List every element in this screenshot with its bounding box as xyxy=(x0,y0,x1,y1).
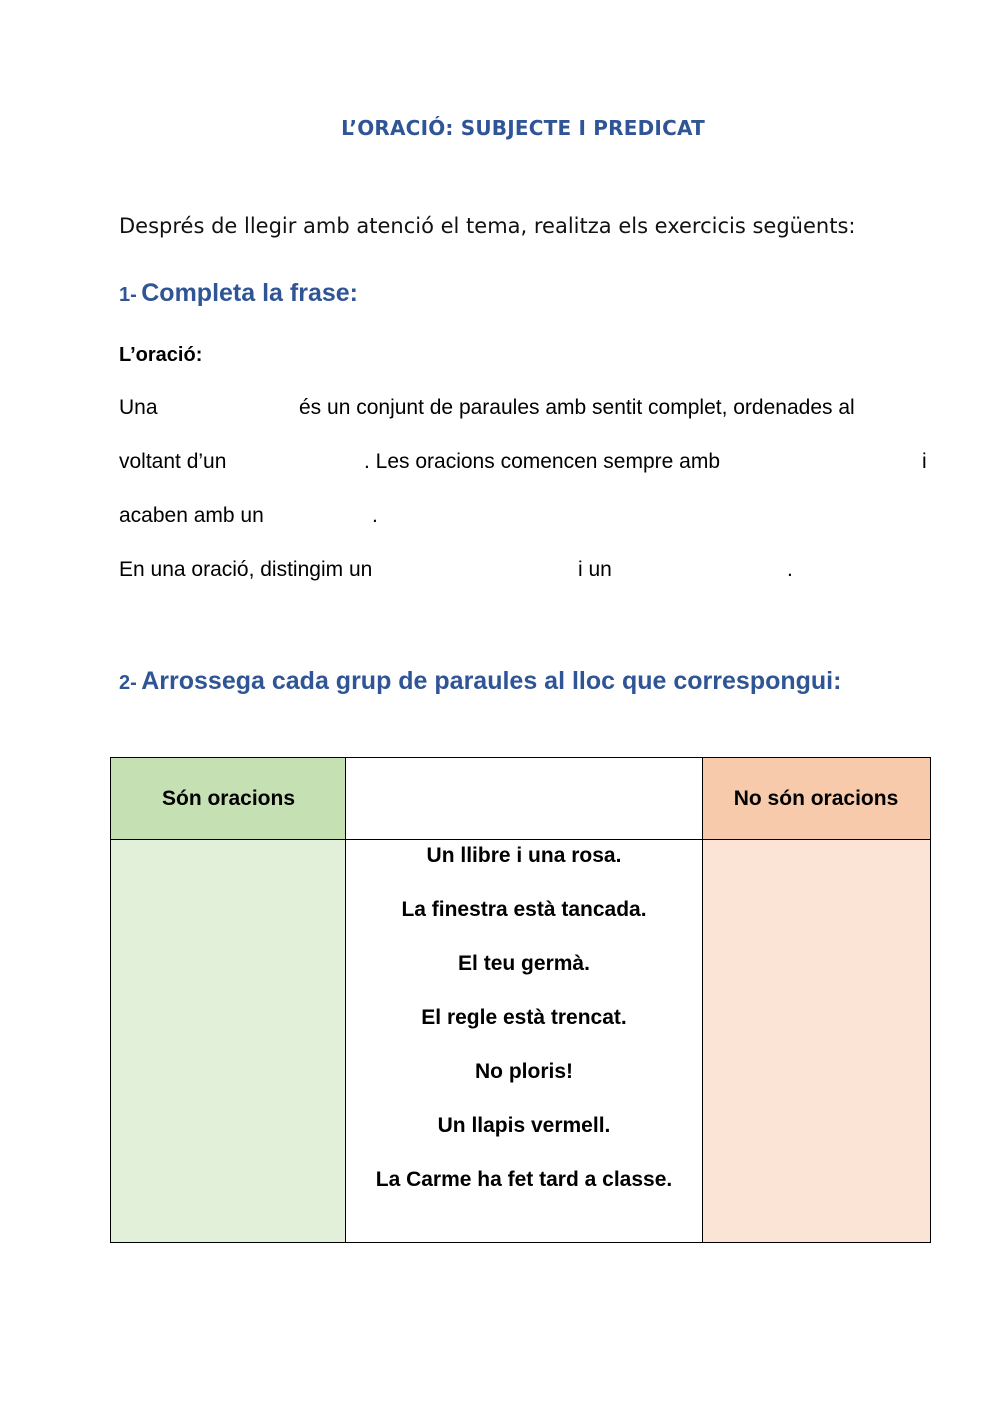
sentence-fragment: és un conjunt de paraules amb sentit complet, ordenades al xyxy=(299,396,855,419)
exercise-1-heading xyxy=(119,279,358,308)
sentence-fragment: acaben amb un xyxy=(119,504,264,527)
fill-blank-4[interactable] xyxy=(286,501,368,531)
drop-zone-non-sentences[interactable] xyxy=(702,840,930,1242)
sentence-fragment: i xyxy=(922,450,927,473)
fill-blank-2[interactable] xyxy=(245,447,361,477)
draggable-phrase[interactable]: Un llibre i una rosa. xyxy=(426,844,622,867)
fill-blank-1[interactable] xyxy=(168,393,294,423)
phrase-list xyxy=(346,842,702,1220)
sentence-fragment: . Les oracions comencen sempre amb xyxy=(364,450,721,473)
table-divider xyxy=(702,758,703,1242)
fill-blank-6[interactable] xyxy=(624,555,782,585)
draggable-phrase[interactable]: La Carme ha fet tard a classe. xyxy=(375,1168,673,1191)
right-column-title: No són oracions xyxy=(733,787,899,810)
exercise-2-number: 2- xyxy=(119,672,137,694)
left-column-title: Són oracions xyxy=(161,787,296,810)
page-title: L’ORACIÓ: SUBJECTE I PREDICAT xyxy=(341,116,705,140)
table-divider xyxy=(111,839,930,840)
exercise-1-subheading: L’oració: xyxy=(119,344,203,366)
exercise-1-title: Completa la frase: xyxy=(141,279,358,307)
draggable-phrase[interactable]: El teu germà. xyxy=(458,952,590,975)
fill-blank-5[interactable] xyxy=(408,555,572,585)
draggable-phrase[interactable]: La finestra està tancada. xyxy=(401,898,647,921)
draggable-phrase[interactable]: No ploris! xyxy=(475,1060,573,1083)
draggable-phrase[interactable]: Un llapis vermell. xyxy=(437,1114,611,1137)
sentence-fragment: Una xyxy=(119,396,158,419)
exercise-2-heading xyxy=(119,667,841,696)
sentence-fragment: voltant d’un xyxy=(119,450,227,473)
exercise-2-title: Arrossega cada grup de paraules al lloc que correspongui: xyxy=(141,667,842,695)
sentence-fragment: . xyxy=(372,504,378,527)
fill-blank-3[interactable] xyxy=(770,447,916,477)
exercise-1-number: 1- xyxy=(119,284,137,306)
sentence-fragment: . xyxy=(787,558,793,581)
intro-text: Després de llegir amb atenció el tema, realitza els exercicis següents: xyxy=(119,214,856,238)
sentence-fragment: i un xyxy=(578,558,612,581)
sentence-fragment: En una oració, distingim un xyxy=(119,558,373,581)
left-column-header xyxy=(111,758,346,840)
middle-column-header xyxy=(346,758,702,840)
sorting-table xyxy=(110,757,931,1243)
draggable-phrase[interactable]: El regle està trencat. xyxy=(421,1006,627,1029)
right-column-header xyxy=(702,758,930,840)
drop-zone-sentences[interactable] xyxy=(111,840,346,1242)
